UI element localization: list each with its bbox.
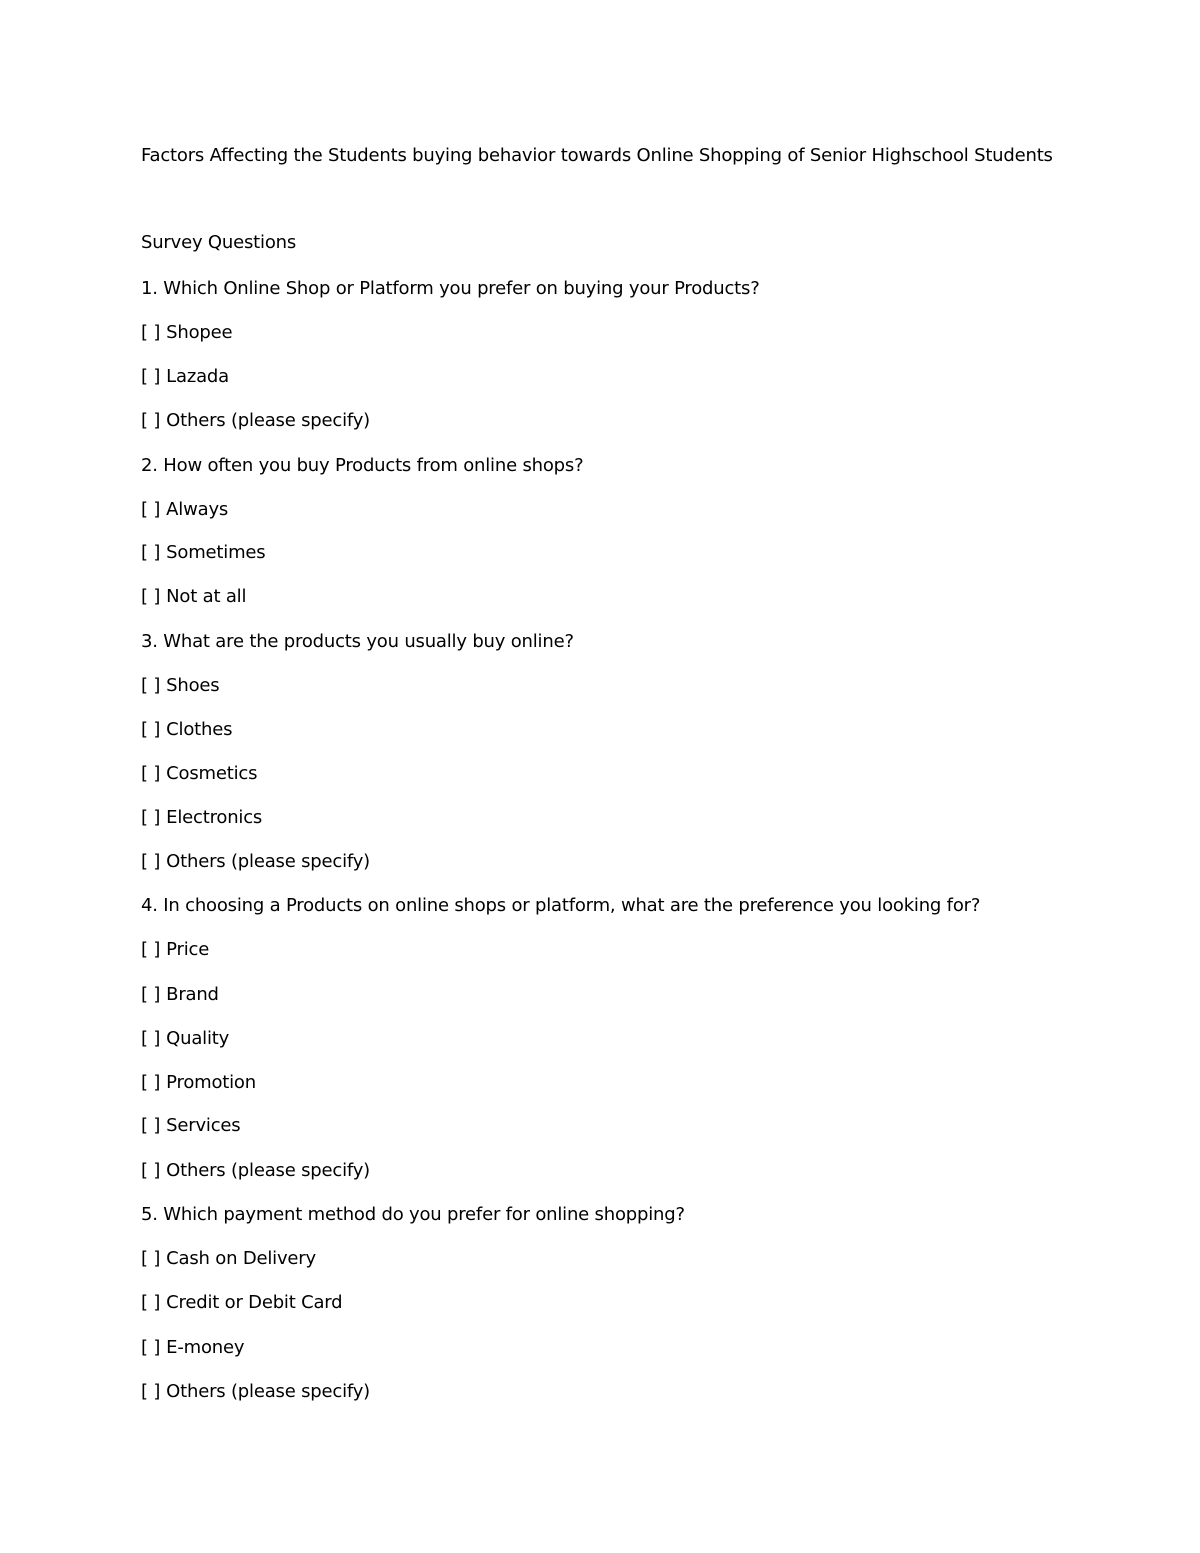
checkbox-icon[interactable]: [ ] bbox=[141, 366, 161, 387]
option-credit-or-debit-card[interactable] bbox=[141, 1291, 342, 1315]
question-2: 2. How often you buy Products from online shops? bbox=[141, 455, 584, 476]
checkbox-icon[interactable]: [ ] bbox=[141, 719, 161, 740]
option-label: Credit or Debit Card bbox=[166, 1292, 343, 1313]
option-quality[interactable] bbox=[141, 1027, 229, 1051]
option-label: Price bbox=[166, 939, 210, 960]
checkbox-icon[interactable]: [ ] bbox=[141, 1028, 161, 1049]
option-label: Always bbox=[166, 499, 229, 520]
option-label: Quality bbox=[166, 1028, 230, 1049]
option-label: Not at all bbox=[166, 586, 247, 607]
section-heading: Survey Questions bbox=[141, 232, 297, 253]
checkbox-icon[interactable]: [ ] bbox=[141, 1381, 161, 1402]
question-3: 3. What are the products you usually buy online? bbox=[141, 631, 574, 652]
checkbox-icon[interactable]: [ ] bbox=[141, 984, 161, 1005]
checkbox-icon[interactable]: [ ] bbox=[141, 851, 161, 872]
checkbox-icon[interactable]: [ ] bbox=[141, 322, 161, 343]
option-others[interactable] bbox=[141, 850, 370, 874]
option-label: Others (please specify) bbox=[166, 410, 370, 431]
option-brand[interactable] bbox=[141, 983, 219, 1007]
option-label: Brand bbox=[166, 984, 219, 1005]
option-e-money[interactable] bbox=[141, 1336, 244, 1360]
question-1: 1. Which Online Shop or Platform you prefer on buying your Products? bbox=[141, 278, 760, 299]
checkbox-icon[interactable]: [ ] bbox=[141, 410, 161, 431]
document-title: Factors Affecting the Students buying behavior towards Online Shopping of Senior Highschool Students bbox=[141, 145, 1053, 166]
option-electronics[interactable] bbox=[141, 806, 262, 830]
checkbox-icon[interactable]: [ ] bbox=[141, 1337, 161, 1358]
option-label: Shoes bbox=[166, 675, 220, 696]
option-always[interactable] bbox=[141, 498, 228, 522]
option-label: Others (please specify) bbox=[166, 1381, 370, 1402]
option-lazada[interactable] bbox=[141, 365, 229, 389]
option-label: Services bbox=[166, 1115, 241, 1136]
option-services[interactable] bbox=[141, 1114, 240, 1138]
option-shopee[interactable] bbox=[141, 321, 232, 345]
checkbox-icon[interactable]: [ ] bbox=[141, 675, 161, 696]
option-label: Others (please specify) bbox=[166, 851, 370, 872]
option-others[interactable] bbox=[141, 409, 370, 433]
option-label: Electronics bbox=[166, 807, 263, 828]
option-label: Shopee bbox=[166, 322, 233, 343]
option-label: Clothes bbox=[166, 719, 233, 740]
checkbox-icon[interactable]: [ ] bbox=[141, 1248, 161, 1269]
checkbox-icon[interactable]: [ ] bbox=[141, 807, 161, 828]
checkbox-icon[interactable]: [ ] bbox=[141, 586, 161, 607]
option-others[interactable] bbox=[141, 1159, 370, 1183]
option-others[interactable] bbox=[141, 1380, 370, 1404]
checkbox-icon[interactable]: [ ] bbox=[141, 1115, 161, 1136]
option-cash-on-delivery[interactable] bbox=[141, 1247, 316, 1271]
question-4: 4. In choosing a Products on online shops or platform, what are the preference you looking for? bbox=[141, 895, 981, 916]
checkbox-icon[interactable]: [ ] bbox=[141, 1160, 161, 1181]
checkbox-icon[interactable]: [ ] bbox=[141, 542, 161, 563]
checkbox-icon[interactable]: [ ] bbox=[141, 763, 161, 784]
question-5: 5. Which payment method do you prefer for online shopping? bbox=[141, 1204, 685, 1225]
option-label: Cash on Delivery bbox=[166, 1248, 316, 1269]
option-clothes[interactable] bbox=[141, 718, 232, 742]
option-label: Cosmetics bbox=[166, 763, 258, 784]
checkbox-icon[interactable]: [ ] bbox=[141, 939, 161, 960]
option-cosmetics[interactable] bbox=[141, 762, 257, 786]
option-label: Lazada bbox=[166, 366, 229, 387]
option-promotion[interactable] bbox=[141, 1071, 256, 1095]
option-not-at-all[interactable] bbox=[141, 585, 246, 609]
checkbox-icon[interactable]: [ ] bbox=[141, 1072, 161, 1093]
checkbox-icon[interactable]: [ ] bbox=[141, 499, 161, 520]
option-sometimes[interactable] bbox=[141, 541, 265, 565]
option-label: Sometimes bbox=[166, 542, 266, 563]
option-label: Promotion bbox=[166, 1072, 256, 1093]
checkbox-icon[interactable]: [ ] bbox=[141, 1292, 161, 1313]
option-shoes[interactable] bbox=[141, 674, 219, 698]
option-label: E-money bbox=[166, 1337, 245, 1358]
option-price[interactable] bbox=[141, 938, 209, 962]
option-label: Others (please specify) bbox=[166, 1160, 370, 1181]
